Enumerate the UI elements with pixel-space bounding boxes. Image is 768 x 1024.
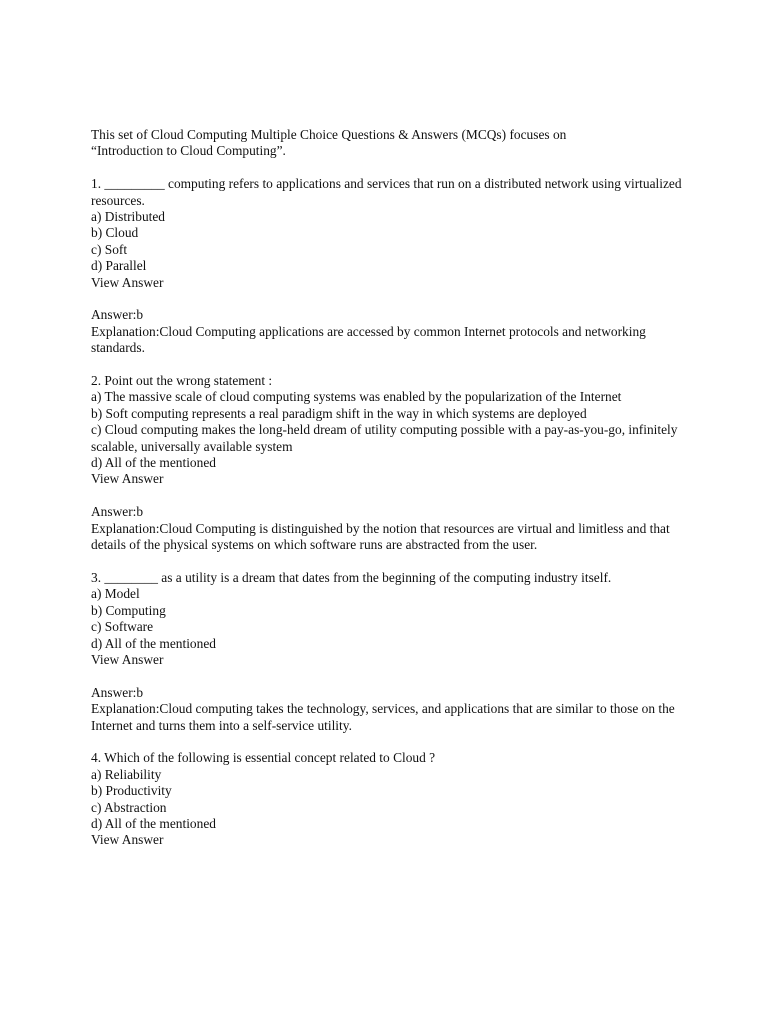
answer-block-2: [91, 504, 683, 553]
question-text: 1. _________ computing refers to applications and services that run on a distributed network using virtualized resources.: [91, 176, 682, 208]
option-a: a) The massive scale of cloud computing systems was enabled by the popularization of the Internet: [91, 389, 622, 405]
option-d: d) All of the mentioned: [91, 635, 216, 651]
explanation-text: Explanation:Cloud computing takes the technology, services, and applications that are similar to those on the Internet and turns them into a self-service utility.: [91, 701, 675, 733]
option-c: c) Soft: [91, 241, 128, 257]
question-text: 3. ________ as a utility is a dream that dates from the beginning of the computing industry itself.: [91, 569, 612, 585]
question-block-4: [91, 750, 683, 848]
answer-block-3: [91, 685, 683, 734]
option-b: b) Cloud: [91, 225, 139, 241]
view-answer-link[interactable]: View Answer: [91, 274, 164, 290]
question-text: 4. Which of the following is essential concept related to Cloud ?: [91, 750, 436, 766]
answer-text: Answer:b: [91, 307, 144, 323]
option-b: b) Soft computing represents a real paradigm shift in the way in which systems are deployed: [91, 405, 587, 421]
document-page: [91, 127, 683, 849]
option-c: c) Cloud computing makes the long-held dream of utility computing possible with a pay-as-you-go, infinitely scalable, universally available system: [91, 422, 678, 454]
option-b: b) Computing: [91, 602, 166, 618]
answer-text: Answer:b: [91, 684, 144, 700]
view-answer-link[interactable]: View Answer: [91, 832, 164, 848]
explanation-text: Explanation:Cloud Computing is distinguished by the notion that resources are virtual and limitless and that details of the physical systems on which software runs are abstracted from the user.: [91, 520, 670, 553]
option-a: a) Distributed: [91, 209, 166, 225]
option-d: d) All of the mentioned: [91, 815, 216, 831]
option-c: c) Abstraction: [91, 799, 167, 815]
question-block-2: [91, 373, 683, 488]
question-block-3: [91, 570, 683, 668]
option-d: d) Parallel: [91, 258, 147, 274]
explanation-text: Explanation:Cloud Computing applications are accessed by common Internet protocols and networking standards.: [91, 323, 646, 356]
question-block-1: [91, 176, 683, 291]
option-a: a) Reliability: [91, 766, 162, 782]
intro-line-1: This set of Cloud Computing Multiple Choice Questions & Answers (MCQs) focuses on: [91, 127, 567, 142]
option-a: a) Model: [91, 586, 140, 602]
answer-text: Answer:b: [91, 504, 144, 520]
intro-line-2: “Introduction to Cloud Computing”.: [91, 143, 286, 159]
option-c: c) Software: [91, 619, 154, 635]
intro-paragraph: [91, 127, 683, 160]
question-text: 2. Point out the wrong statement :: [91, 373, 273, 389]
view-answer-link[interactable]: View Answer: [91, 471, 164, 487]
option-d: d) All of the mentioned: [91, 455, 216, 471]
view-answer-link[interactable]: View Answer: [91, 651, 164, 667]
answer-block-1: [91, 307, 683, 356]
option-b: b) Productivity: [91, 783, 172, 799]
